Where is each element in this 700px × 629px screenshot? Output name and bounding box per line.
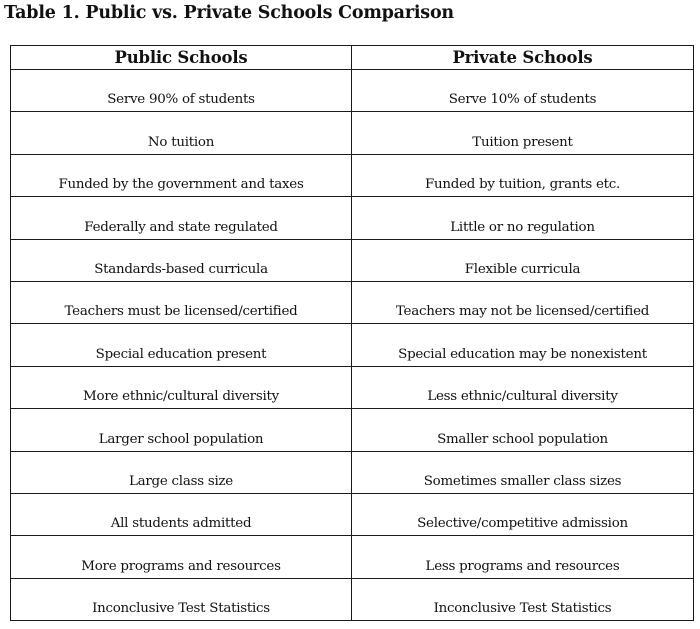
table-row <box>11 578 694 620</box>
private-cell: Serve 10% of students <box>352 70 694 112</box>
private-cell: Tuition present <box>352 112 694 154</box>
public-cell: Large class size <box>11 451 352 493</box>
private-cell: Flexible curricula <box>352 239 694 281</box>
private-cell: Special education may be nonexistent <box>352 324 694 366</box>
private-cell: Smaller school population <box>352 409 694 451</box>
private-cell: Inconclusive Test Statistics <box>352 578 694 620</box>
public-cell: Federally and state regulated <box>11 197 352 239</box>
table-row <box>11 366 694 408</box>
table-row <box>11 281 694 323</box>
public-cell: All students admitted <box>11 493 352 535</box>
table-row <box>11 493 694 535</box>
public-cell: More programs and resources <box>11 536 352 578</box>
public-cell: No tuition <box>11 112 352 154</box>
column-header-public: Public Schools <box>11 46 352 70</box>
table-row <box>11 70 694 112</box>
public-cell: Larger school population <box>11 409 352 451</box>
private-cell: Less programs and resources <box>352 536 694 578</box>
private-cell: Less ethnic/cultural diversity <box>352 366 694 408</box>
table-row <box>11 197 694 239</box>
table-row <box>11 409 694 451</box>
public-cell: Funded by the government and taxes <box>11 154 352 196</box>
table-caption: Table 1. Public vs. Private Schools Comparison <box>4 3 454 23</box>
public-cell: Standards-based curricula <box>11 239 352 281</box>
table-row <box>11 536 694 578</box>
table-row <box>11 451 694 493</box>
public-cell: Teachers must be licensed/certified <box>11 281 352 323</box>
private-cell: Selective/competitive admission <box>352 493 694 535</box>
public-cell: More ethnic/cultural diversity <box>11 366 352 408</box>
column-header-private: Private Schools <box>352 46 694 70</box>
table-row <box>11 324 694 366</box>
table-row <box>11 154 694 196</box>
public-cell: Special education present <box>11 324 352 366</box>
table-row <box>11 239 694 281</box>
private-cell: Teachers may not be licensed/certified <box>352 281 694 323</box>
private-cell: Sometimes smaller class sizes <box>352 451 694 493</box>
table-row <box>11 112 694 154</box>
private-cell: Funded by tuition, grants etc. <box>352 154 694 196</box>
public-cell: Serve 90% of students <box>11 70 352 112</box>
header-row <box>11 46 694 70</box>
comparison-table <box>10 45 694 621</box>
private-cell: Little or no regulation <box>352 197 694 239</box>
public-cell: Inconclusive Test Statistics <box>11 578 352 620</box>
